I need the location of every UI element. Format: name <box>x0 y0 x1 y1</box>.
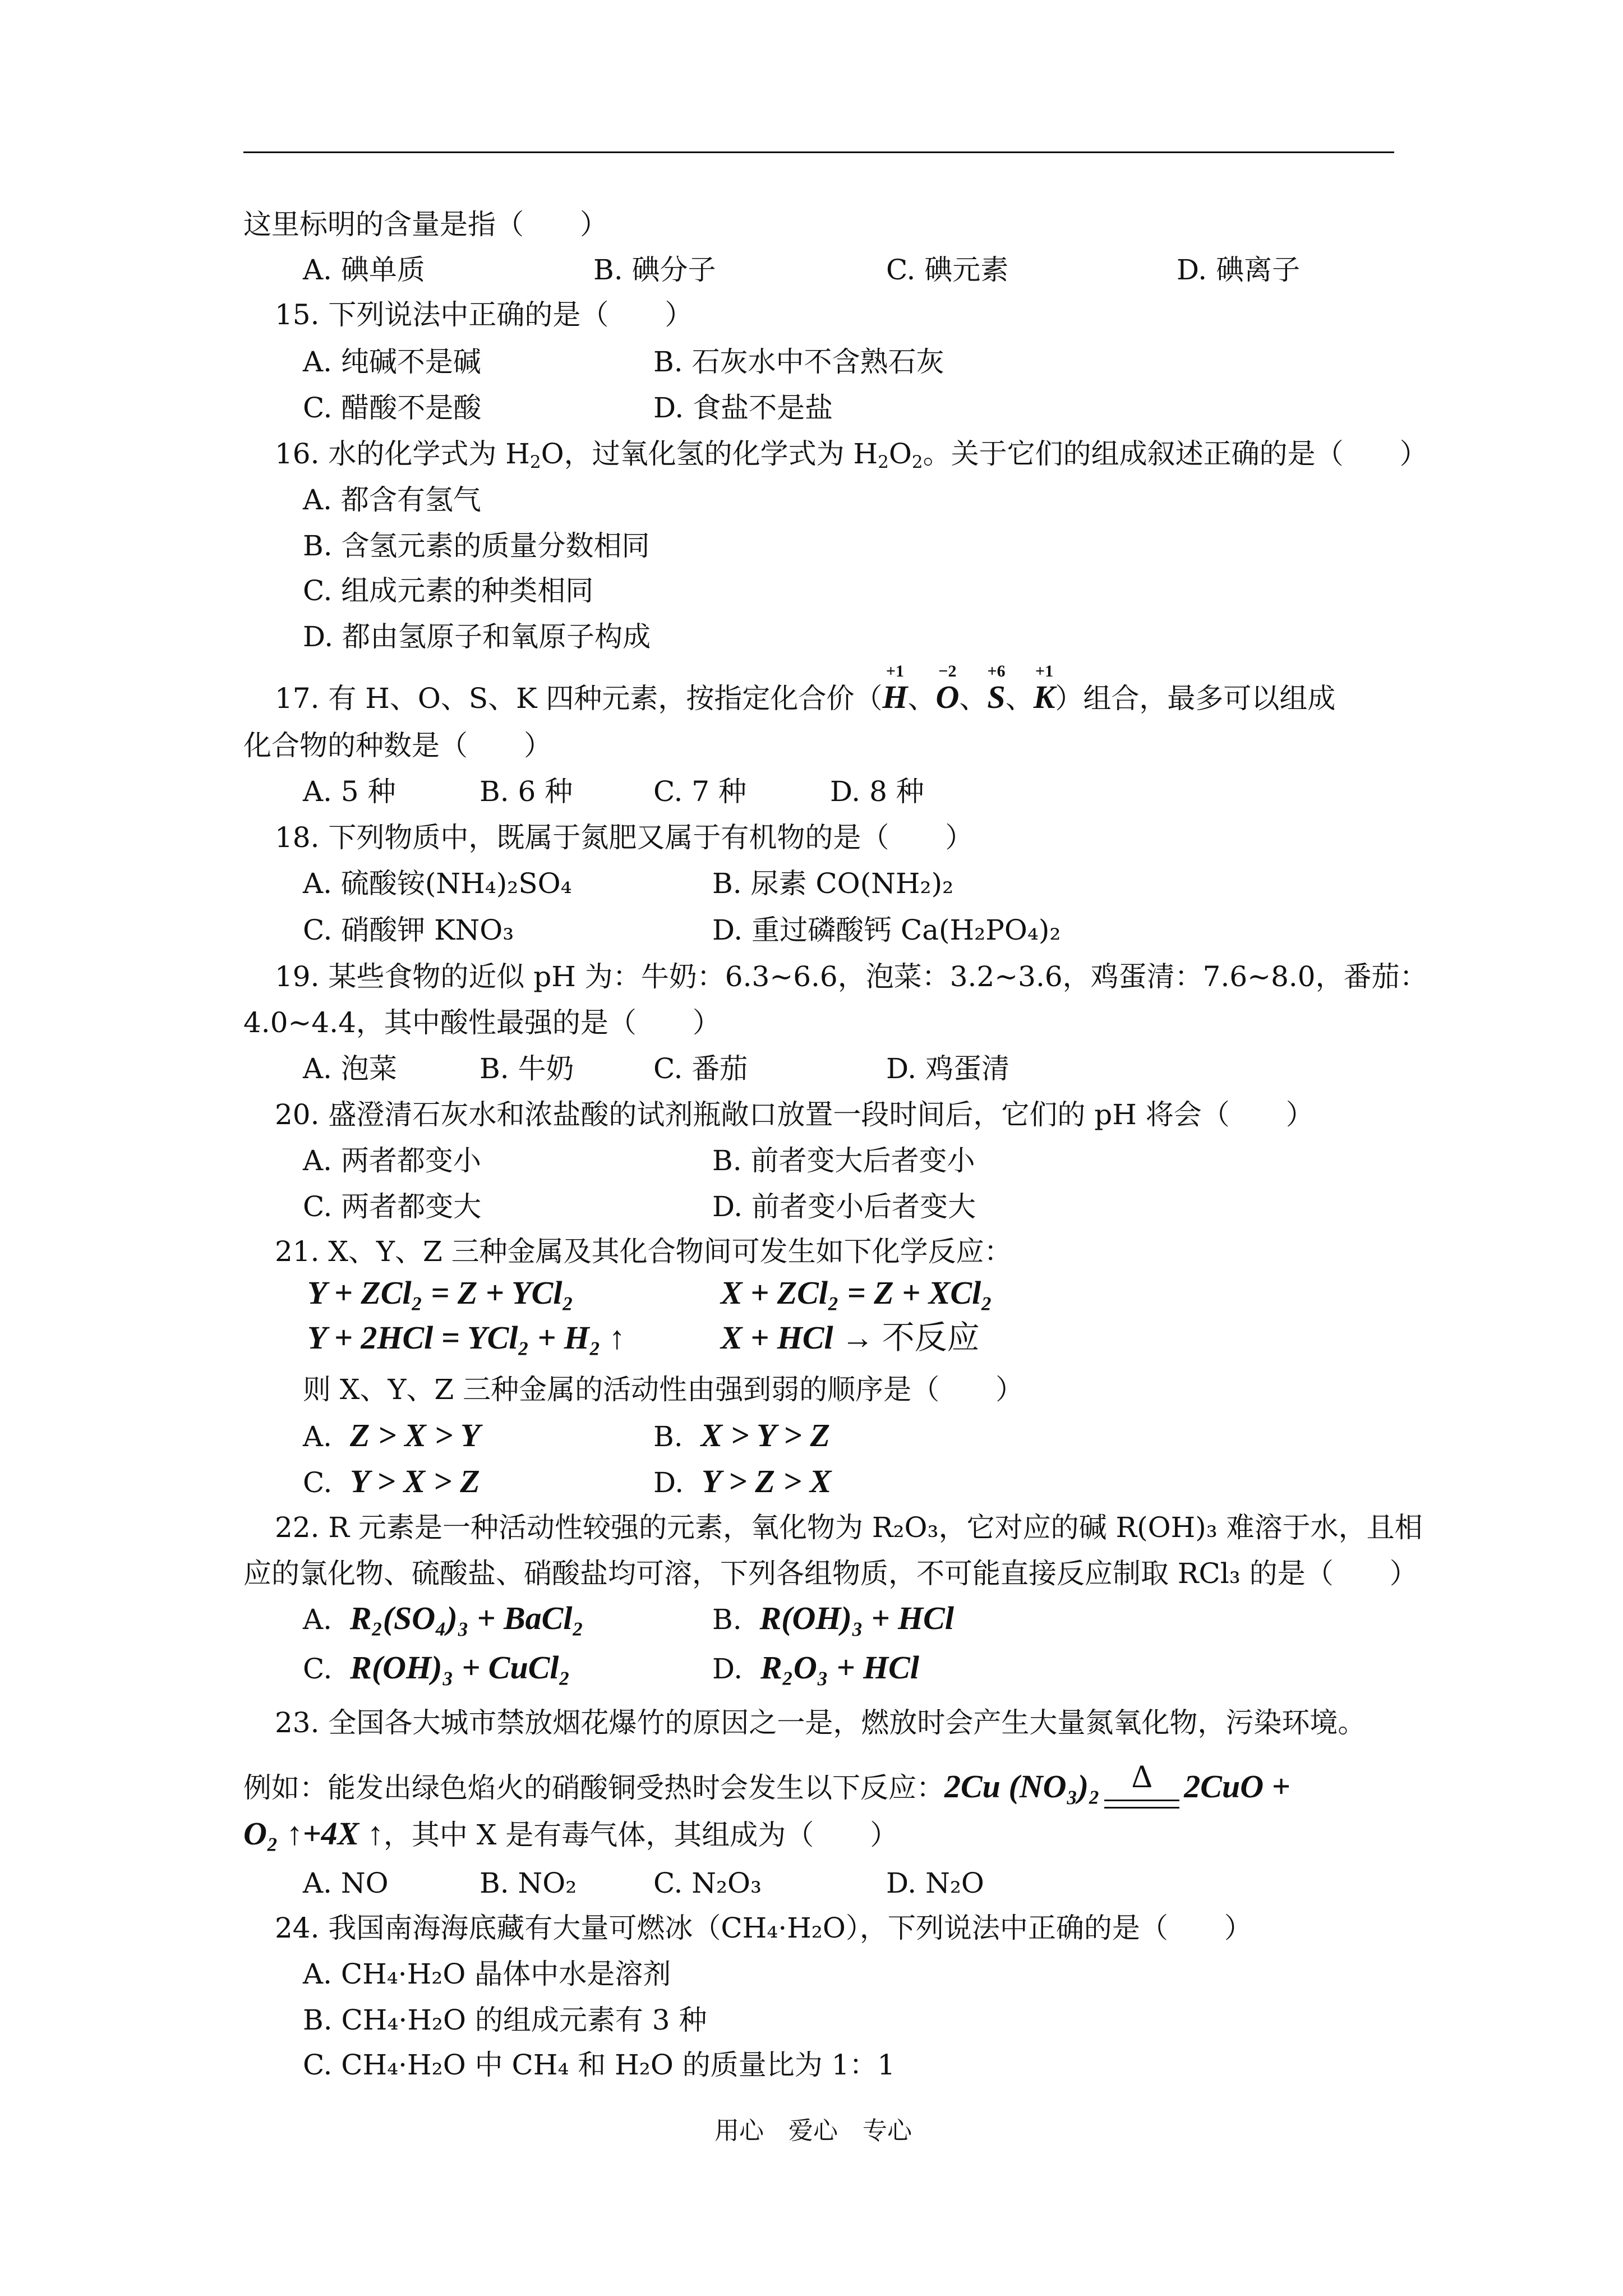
q17-option-d: D. 8 种 <box>830 775 924 808</box>
q24-option-b: B. CH₄·H₂O 的组成元素有 3 种 <box>303 2004 707 2036</box>
q14-option-a: A. 碘单质 <box>303 254 425 286</box>
q19-option-b: B. 牛奶 <box>479 1052 574 1085</box>
q23-option-c: C. N₂O₃ <box>653 1867 762 1899</box>
q19-option-c: C. 番茄 <box>653 1052 748 1085</box>
q18-option-c: C. 硝酸钾 KNO₃ <box>303 914 514 946</box>
question-22-stem: 22. R 元素是一种活动性较强的元素，氧化物为 R₂O₃，它对应的碱 R(OH)₃ 难溶于水，且相 <box>275 1511 1423 1544</box>
q15-option-d: D. 食盐不是盐 <box>653 392 833 424</box>
q23-option-b: B. NO₂ <box>479 1867 577 1899</box>
q23-equation-left: 2Cu (NO₃)₂ <box>944 1768 1100 1805</box>
q21-option-b: B. X > Y > Z <box>653 1417 830 1453</box>
q19-option-a: A. 泡菜 <box>303 1052 397 1085</box>
question-21-stem: 21. X、Y、Z 三种金属及其化合物间可发生如下化学反应： <box>275 1235 1012 1268</box>
q23-equation-right: 2CuO + <box>1184 1768 1290 1805</box>
q18-option-a: A. 硫酸铵(NH₄)₂SO₄ <box>303 867 572 900</box>
question-17-stem-line2: 化合物的种数是（ ） <box>243 729 552 762</box>
q16-option-b: B. 含氢元素的质量分数相同 <box>303 530 650 562</box>
q24-option-c: C. CH₄·H₂O 中 CH₄ 和 H₂O 的质量比为 1：1 <box>303 2049 896 2081</box>
q16-text-a: 16. 水的化学式为 H <box>275 438 530 470</box>
q20-option-b: B. 前者变大后者变小 <box>712 1144 975 1177</box>
q21-equation-2: X + ZCl₂ = Z + XCl₂ <box>721 1274 993 1311</box>
q23-option-a: A. NO <box>303 1867 389 1899</box>
q15-option-a: A. 纯碱不是碱 <box>303 346 481 378</box>
q21-equation-3: Y + 2HCl = YCl₂ + H₂ ↑ <box>307 1319 625 1356</box>
q16-option-a: A. 都含有氢气 <box>303 484 481 516</box>
q15-option-c: C. 醋酸不是酸 <box>303 392 482 424</box>
q16-text-c: O <box>888 438 912 470</box>
valence-k: +1 K <box>1033 662 1055 715</box>
question-17-stem: 17. 有 H、O、S、K 四种元素，按指定化合价（ +1 H、 −2 O、 +6 S、 +1 K）组合，最多可以组成 <box>275 679 1335 717</box>
q17-option-c: C. 7 种 <box>653 775 746 808</box>
q16-option-d: D. 都由氢原子和氧原子构成 <box>303 620 651 653</box>
q15-option-b: B. 石灰水中不含熟石灰 <box>653 346 944 378</box>
q20-option-d: D. 前者变小后者变大 <box>712 1190 976 1223</box>
page-footer: 用心 爱心 专心 <box>714 2116 912 2145</box>
q21-option-a: A. Z > X > Y <box>303 1417 481 1453</box>
q22-option-a: A. R₂(SO₄)₃ + BaCl₂ <box>303 1600 584 1636</box>
q17-text-b: ）组合，最多可以组成 <box>1055 682 1336 715</box>
question-18-stem: 18. 下列物质中，既属于氮肥又属于有机物的是（ ） <box>275 821 974 854</box>
question-24-stem: 24. 我国南海海底藏有大量可燃冰（CH₄·H₂O），下列说法中正确的是（ ） <box>275 1912 1252 1944</box>
q17-option-b: B. 6 种 <box>479 775 573 808</box>
q21-question: 则 X、Y、Z 三种金属的活动性由强到弱的顺序是（ ） <box>303 1373 1024 1406</box>
valence-o: −2 O <box>935 662 960 715</box>
q17-option-a: A. 5 种 <box>303 775 396 808</box>
question-14-stem: 这里标明的含量是指（ ） <box>243 208 608 241</box>
q23-equation-products: O₂ ↑+4X ↑ <box>243 1815 384 1852</box>
question-20-stem: 20. 盛澄清石灰水和浓盐酸的试剂瓶敞口放置一段时间后，它们的 pH 将会（ ） <box>275 1098 1314 1131</box>
q14-option-b: B. 碘分子 <box>593 254 716 286</box>
q21-option-d: D. Y > Z > X <box>653 1463 832 1499</box>
q21-option-c: C. Y > X > Z <box>303 1463 480 1499</box>
question-19-stem: 19. 某些食物的近似 pH 为：牛奶：6.3~6.6，泡菜：3.2~3.6，鸡蛋清：7.6~8.0，番茄： <box>275 960 1428 993</box>
q22-option-b: B. R(OH)₃ + HCl <box>712 1600 954 1636</box>
q24-option-a: A. CH₄·H₂O 晶体中水是溶剂 <box>303 1958 671 1990</box>
q18-option-b: B. 尿素 CO(NH₂)₂ <box>712 867 954 900</box>
q16-option-c: C. 组成元素的种类相同 <box>303 574 594 607</box>
q14-option-d: D. 碘离子 <box>1177 254 1301 286</box>
q19-option-d: D. 鸡蛋清 <box>886 1052 1010 1085</box>
q22-option-c: C. R(OH)₃ + CuCl₂ <box>303 1649 570 1686</box>
question-15-stem: 15. 下列说法中正确的是（ ） <box>275 298 693 331</box>
q23-option-d: D. N₂O <box>886 1867 984 1899</box>
q16-text-b: O，过氧化氢的化学式为 H <box>541 438 878 470</box>
q20-option-a: A. 两者都变小 <box>303 1144 481 1177</box>
question-19-stem-line2: 4.0~4.4，其中酸性最强的是（ ） <box>243 1006 721 1039</box>
q17-text-a: 17. 有 H、O、S、K 四种元素，按指定化合价（ <box>275 682 883 715</box>
q20-option-c: C. 两者都变大 <box>303 1190 482 1223</box>
question-23-stem: 23. 全国各大城市禁放烟花爆竹的原因之一是，燃放时会产生大量氮氧化物，污染环境。 <box>275 1706 1366 1739</box>
q18-option-d: D. 重过磷酸钙 Ca(H₂PO₄)₂ <box>712 914 1061 946</box>
q16-text-d: 。关于它们的组成叙述正确的是（ ） <box>923 438 1428 470</box>
q21-equation-1: Y + ZCl₂ = Z + YCl₂ <box>307 1274 574 1311</box>
q21-equation-4: X + HCl → 不反应 <box>721 1319 980 1356</box>
q22-option-d: D. R₂O₃ + HCl <box>712 1649 919 1686</box>
valence-h: +1 H <box>882 662 908 715</box>
question-23-stem-line2: 例如：能发出绿色焰火的硝酸铜受热时会发生以下反应：2Cu (NO₃)₂ Δ 2CuO + <box>243 1768 1290 1806</box>
valence-s: +6 S <box>987 662 1006 715</box>
question-16-stem: 16. 水的化学式为 $H_2O$，过氧化氢的化学式为 $H_2O_2$。关于它们的组成叙述正确的是（ ） <box>275 438 1428 472</box>
question-23-stem-line3: O₂ ↑+4X ↑，其中 X 是有毒气体，其组成为（ ） <box>243 1815 898 1852</box>
q14-option-c: C. 碘元素 <box>886 254 1009 286</box>
header-rule <box>243 151 1394 153</box>
question-22-stem-line2: 应的氯化物、硫酸盐、硝酸盐均可溶，下列各组物质，不可能直接反应制取 RCl₃ 的是（ ） <box>243 1557 1418 1590</box>
